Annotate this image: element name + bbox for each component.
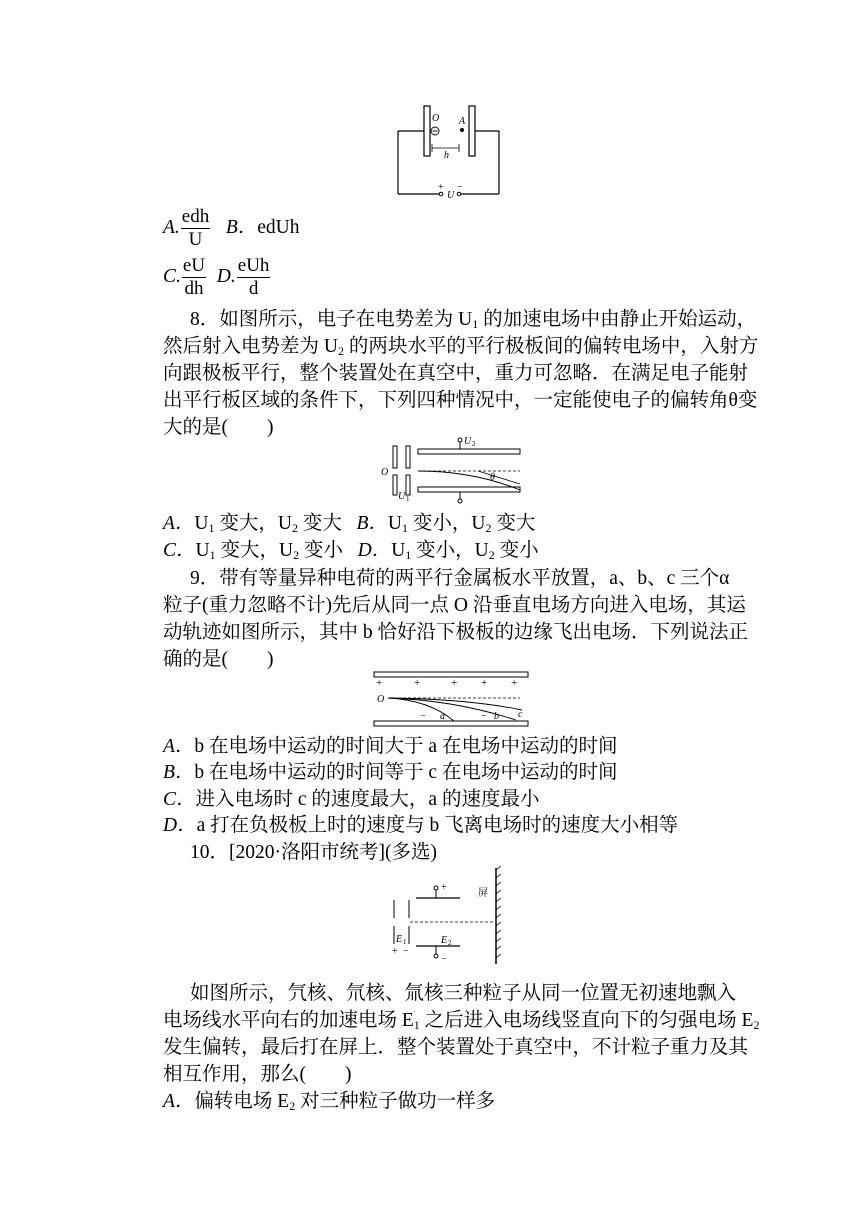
q7-option-d-fraction: [237, 255, 271, 300]
q8-option-b-u1-sub: 1: [402, 521, 409, 535]
q7-option-d-numerator: eUh: [237, 255, 270, 276]
q8-option-b-u1: U: [387, 513, 403, 534]
q8-options-row-2: [163, 538, 539, 564]
q10-stem-line-2-a: 电场线水平向右的加速电场 E: [163, 1010, 414, 1031]
q10-stem-line-3: 发生偏转，最后打在屏上．整个装置处于真空中，不计粒子重力及其: [163, 1037, 749, 1058]
q7-option-c-letter: C.: [163, 265, 181, 287]
q8-label-u1: U: [398, 491, 406, 502]
q10-label-minus-bottom: −: [403, 946, 409, 957]
q8-option-c-end: 变小: [299, 540, 343, 561]
q10-label-e2: E: [441, 935, 448, 946]
q9-option-c-letter: C．: [163, 789, 196, 810]
q7-option-d-letter: D.: [216, 265, 236, 287]
q10-label-plus-top: +: [441, 882, 447, 893]
q8-option-b-letter: B．: [356, 513, 388, 534]
q8-option-a-u1-sub: 1: [208, 521, 215, 535]
q8-option-b-u2-sub: 2: [485, 521, 492, 535]
q8-option-d-mid: 变小，U: [411, 540, 489, 561]
q8-option-c-letter: C．: [163, 540, 196, 561]
q7-option-b-letter: B．: [225, 216, 258, 238]
q9-stem-line-1: 9．带有等量异种电荷的两平行金属板水平放置，a、b、c 三个α: [190, 568, 730, 589]
q8-stem-line-1-sub: 1: [472, 317, 479, 331]
q7-option-c-fraction: [182, 255, 206, 300]
q9-stem-line-2: 粒子(重力忽略不计)先后从同一点 O 沿垂直电场方向进入电场，其运: [163, 595, 746, 616]
q8-label-u1-sub: 1: [406, 495, 410, 503]
q7-label-plus: +: [438, 182, 444, 193]
q7-option-a-fraction: [181, 206, 210, 251]
q9-option-c-text: 进入电场时 c 的速度最大，a 的速度最小: [195, 789, 540, 810]
q9-minus-sign-1: −: [420, 711, 426, 722]
q7-option-c-numerator: eU: [182, 255, 206, 276]
q8-option-d-end: 变小: [494, 540, 539, 561]
q8-option-a-letter: A．: [163, 513, 195, 534]
q10-stem-line-2-sub2: 2: [753, 1018, 760, 1032]
q8-stem-line-2: [163, 334, 758, 360]
q10-stem-line-2: [163, 1008, 759, 1034]
q10-label-minus-bottom-2: −: [441, 954, 447, 965]
q8-stem-line-1-b: 的加速电场中由静止开始运动，: [478, 309, 757, 330]
q10-stem-line-1: 如图所示，氕核、氘核、氚核三种粒子从同一位置无初速地飘入: [190, 983, 737, 1004]
q8-option-c-u2-sub: 2: [293, 548, 300, 562]
q10-stem-line-2-sub1: 1: [413, 1018, 420, 1032]
q9-label-o: O: [377, 694, 385, 705]
q9-option-a-letter: A．: [163, 736, 195, 757]
q8-stem-line-2-sub: 2: [337, 344, 344, 358]
q10-option-a-text-b: 对三种粒子做功一样多: [295, 1091, 496, 1112]
q8-stem-line-3: 向跟极板平行，整个装置处在真空中，重力可忽略．在满足电子能射: [163, 363, 749, 384]
q8-option-d-letter: D．: [357, 540, 392, 561]
q8-option-a-end: 变大: [297, 513, 342, 534]
q7-option-d-denominator: d: [248, 278, 259, 299]
q8-option-d-u1: U: [391, 540, 406, 561]
q9-option-b: [163, 760, 617, 786]
q9-option-d-letter: D．: [163, 815, 197, 836]
q10-option-a-text-a: 偏转电场 E: [194, 1091, 290, 1112]
q7-label-o: O: [432, 113, 440, 124]
q9-option-c: [163, 787, 539, 813]
q7-options-row-1: [163, 206, 300, 251]
q9-plus-sign-5: +: [511, 677, 518, 689]
q9-plus-sign-3: +: [451, 677, 458, 689]
q9-trajectory-figure: [374, 670, 530, 730]
q7-option-c-denominator: dh: [184, 278, 204, 299]
q9-plus-sign-1: +: [376, 677, 383, 689]
q8-option-c-u1: U: [195, 540, 210, 561]
q10-option-a: [163, 1089, 495, 1115]
q8-label-o: O: [381, 467, 389, 478]
q10-stem-line-2-b: 之后进入电场线竖直向下的匀强电场 E: [419, 1010, 754, 1031]
q9-stem-line-4: 确的是( ): [163, 649, 274, 670]
q9-option-d-text: a 打在负极板上时的速度与 b 飞离电场时的速度大小相等: [196, 815, 679, 836]
q10-option-a-letter: A．: [163, 1091, 195, 1112]
q7-option-a-letter: A.: [163, 216, 180, 238]
q8-option-a-u2-sub: 2: [291, 521, 298, 535]
q8-deflection-figure: [378, 432, 526, 506]
q10-label-e2-sub: 2: [448, 939, 452, 947]
q7-option-b-text: edUh: [257, 216, 300, 238]
q8-option-d-u1-sub: 1: [405, 548, 412, 562]
q8-label-theta: θ: [490, 472, 495, 483]
q9-stem-line-3: 动轨迹如图所示，其中 b 恰好沿下极板的边缘飞出电场．下列说法正: [163, 622, 749, 643]
q8-stem-line-1: [190, 307, 756, 333]
q10-stem-line-4: 相互作用，那么( ): [163, 1064, 352, 1085]
q8-label-u2-sub: 2: [472, 440, 476, 448]
q8-option-a-u1: U: [194, 513, 209, 534]
q8-label-u2: U: [464, 436, 472, 447]
q7-label-h: h: [444, 150, 449, 161]
q8-stem-line-2-a: 然后射入电势差为 U: [163, 336, 338, 357]
q8-stem-line-1-a: 8．如图所示，电子在电势差为 U: [190, 309, 473, 330]
q7-options-row-2: [163, 255, 271, 300]
q8-stem-line-4: 出平行板区域的条件下，下列四种情况中，一定能使电子的偏转角θ变: [163, 390, 758, 411]
q9-label-c: c: [518, 709, 523, 720]
q10-label-screen: 屏: [478, 888, 488, 899]
q7-circuit-figure: [395, 104, 505, 201]
q8-option-b-end: 变大: [491, 513, 536, 534]
q10-label-e1: E: [396, 934, 403, 945]
q7-option-a-numerator: edh: [181, 206, 210, 227]
q8-stem-line-2-b: 的两块水平的平行极板间的偏转电场中，入射方: [343, 336, 759, 357]
q9-plus-sign-2: +: [414, 677, 421, 689]
q10-label-e1-sub: 1: [403, 938, 407, 946]
q9-option-b-text: b 在电场中运动的时间等于 c 在电场中运动的时间: [194, 762, 618, 783]
q7-option-a-denominator: U: [188, 229, 203, 250]
q8-option-c-mid: 变大，U: [215, 540, 294, 561]
q8-option-c-u1-sub: 1: [209, 548, 216, 562]
q9-option-a-text: b 在电场中运动的时间大于 a 在电场中运动的时间: [194, 736, 618, 757]
q9-plus-sign-4: +: [481, 677, 488, 689]
q9-minus-sign-2: −: [481, 711, 487, 722]
q9-option-d: [163, 813, 678, 839]
q8-stem-line-5: 大的是( ): [163, 417, 274, 438]
q10-header: 10．[2020·洛阳市统考](多选): [190, 842, 437, 863]
q10-screen-figure: [388, 866, 508, 966]
q8-option-b-mid: 变小，U: [408, 513, 486, 534]
q8-options-row-1: [163, 511, 535, 537]
q9-label-b: b: [494, 711, 499, 722]
q8-option-d-u2-sub: 2: [488, 548, 495, 562]
q9-option-b-letter: B．: [163, 762, 195, 783]
q10-label-plus-bottom: +: [392, 946, 398, 957]
q7-label-u: U: [447, 190, 455, 201]
q9-option-a: [163, 734, 617, 760]
q9-label-a: a: [440, 711, 445, 722]
q7-label-a: A: [459, 116, 466, 127]
q8-option-a-mid: 变大，U: [214, 513, 292, 534]
q10-option-a-sub: 2: [289, 1099, 296, 1113]
q7-label-minus: −: [457, 182, 463, 193]
